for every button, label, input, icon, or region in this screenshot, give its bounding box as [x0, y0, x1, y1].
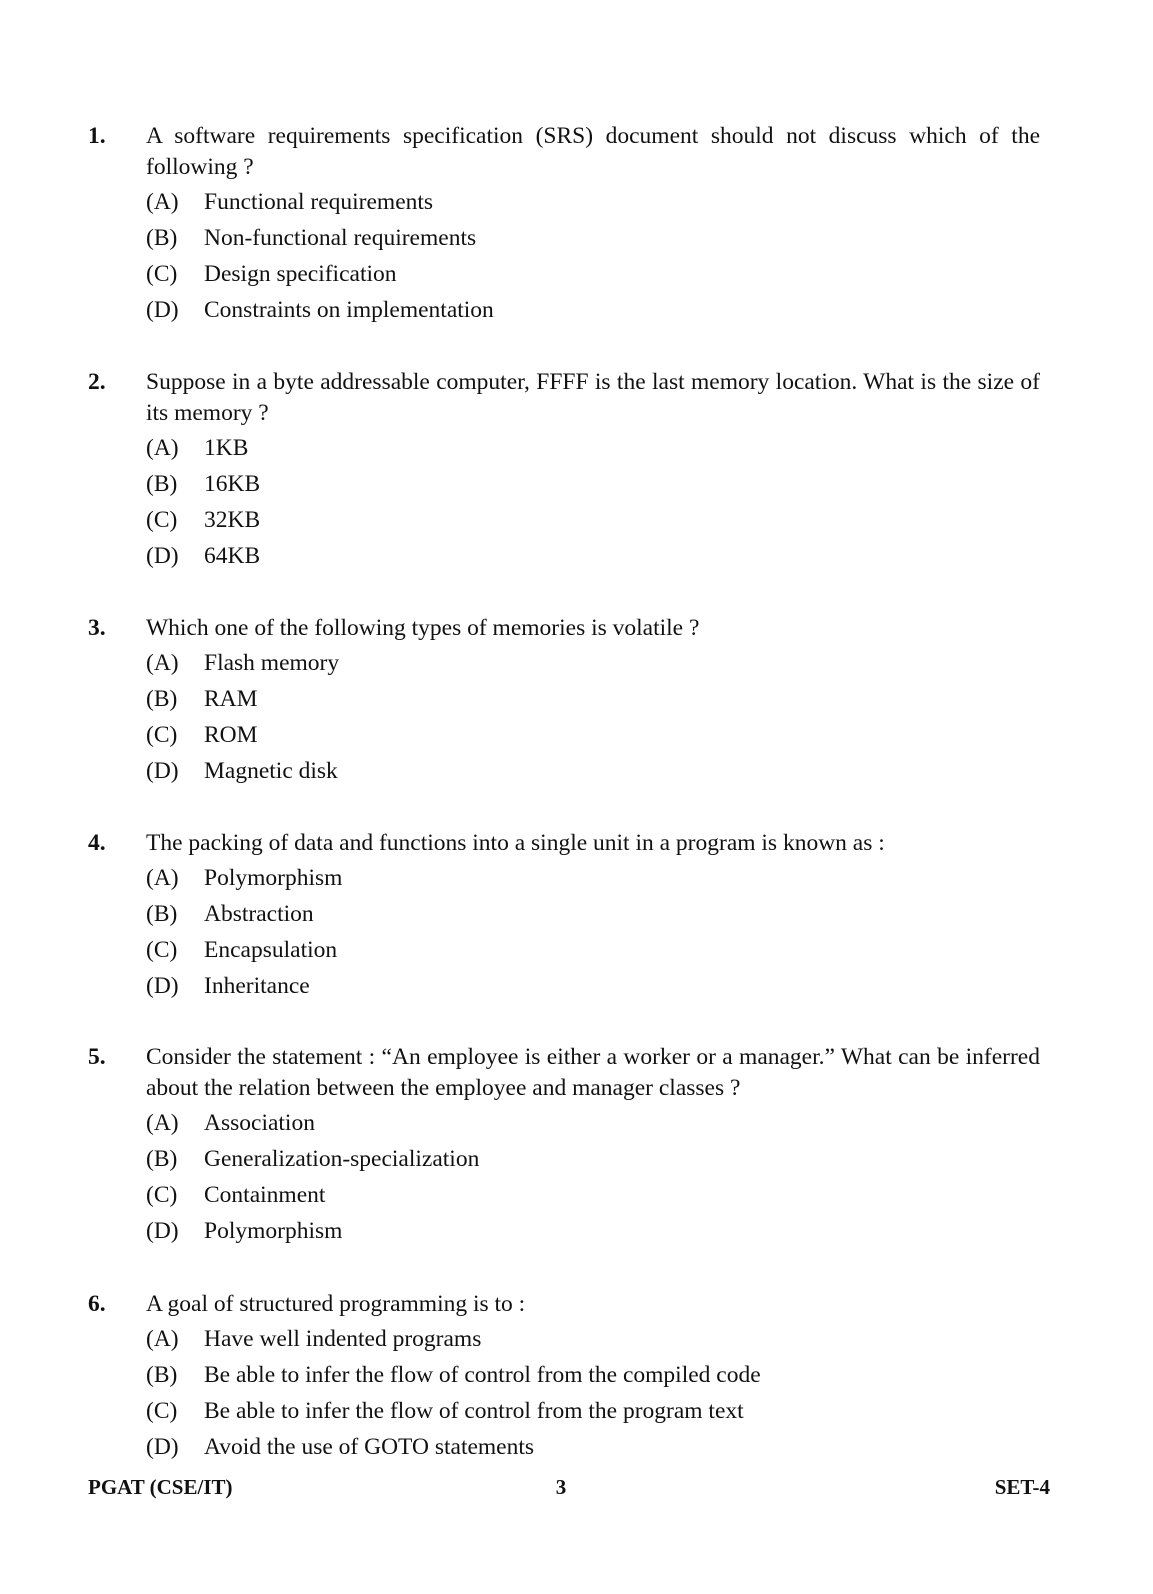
option-a	[146, 1108, 1040, 1144]
option-label: (A)	[146, 189, 179, 215]
option-a	[146, 187, 1040, 223]
option-list	[146, 433, 1040, 577]
option-c	[146, 259, 1040, 295]
page-footer	[88, 1473, 1050, 1503]
page-number: 3	[555, 1475, 567, 1499]
question-text: The packing of data and functions into a single unit in a program is known as :	[146, 830, 885, 856]
option-text: 64KB	[204, 543, 261, 569]
option-b	[146, 1144, 1040, 1180]
question-text: Consider the statement : “An employee is either a worker or a manager.” What can be inferred about the relation between the employee and manager classes ?	[146, 1044, 1040, 1101]
option-label: (D)	[146, 1434, 179, 1460]
option-d	[146, 295, 1040, 331]
option-text: Avoid the use of GOTO statements	[204, 1434, 535, 1460]
option-a	[146, 1324, 1040, 1360]
option-label: (D)	[146, 973, 179, 999]
exam-code: PGAT (CSE/IT)	[88, 1475, 233, 1499]
option-text: Have well indented programs	[204, 1326, 482, 1352]
option-c	[146, 505, 1040, 541]
option-text: Polymorphism	[204, 1218, 343, 1244]
option-text: Constraints on implementation	[204, 297, 494, 323]
option-text: 32KB	[204, 507, 261, 533]
question-1	[88, 121, 1040, 331]
option-label: (D)	[146, 543, 179, 569]
option-label: (B)	[146, 471, 178, 497]
option-list	[146, 863, 1040, 1007]
option-a	[146, 433, 1040, 469]
option-label: (C)	[146, 507, 178, 533]
option-text: Flash memory	[204, 650, 340, 676]
question-text: A goal of structured programming is to :	[146, 1291, 526, 1317]
option-label: (B)	[146, 225, 178, 251]
option-text: Be able to infer the flow of control from the compiled code	[204, 1362, 761, 1388]
option-text: Non-functional requirements	[204, 225, 477, 251]
question-number: 6.	[88, 1291, 106, 1317]
option-text: Functional requirements	[204, 189, 434, 215]
option-label: (A)	[146, 435, 179, 461]
question-text: A software requirements specification (SRS) document should not discuss which of the following ?	[146, 123, 1040, 180]
option-list	[146, 1108, 1040, 1252]
option-c	[146, 1396, 1040, 1432]
option-d	[146, 1216, 1040, 1252]
option-text: RAM	[204, 686, 258, 712]
option-d	[146, 756, 1040, 792]
option-label: (D)	[146, 1218, 179, 1244]
option-list	[146, 1324, 1040, 1468]
option-text: Generalization-specialization	[204, 1146, 480, 1172]
question-3	[88, 613, 1040, 792]
option-list	[146, 648, 1040, 792]
option-b	[146, 1360, 1040, 1396]
option-label: (A)	[146, 865, 179, 891]
option-text: Containment	[204, 1182, 326, 1208]
option-text: Design specification	[204, 261, 397, 287]
option-label: (C)	[146, 722, 178, 748]
question-number: 3.	[88, 615, 106, 641]
question-5	[88, 1042, 1040, 1252]
option-a	[146, 648, 1040, 684]
question-number: 4.	[88, 830, 106, 856]
option-text: Be able to infer the flow of control from the program text	[204, 1398, 744, 1424]
question-text: Suppose in a byte addressable computer, FFFF is the last memory location. What is the size of its memory ?	[146, 369, 1040, 426]
question-6	[88, 1289, 1040, 1468]
option-label: (A)	[146, 1326, 179, 1352]
option-c	[146, 935, 1040, 971]
option-text: Encapsulation	[204, 937, 338, 963]
option-text: Inheritance	[204, 973, 310, 999]
question-number: 5.	[88, 1044, 106, 1070]
option-label: (C)	[146, 261, 178, 287]
option-list	[146, 187, 1040, 331]
option-b	[146, 899, 1040, 935]
option-text: 1KB	[204, 435, 249, 461]
option-label: (B)	[146, 1146, 178, 1172]
question-2	[88, 367, 1040, 577]
option-label: (B)	[146, 1362, 178, 1388]
option-text: ROM	[204, 722, 258, 748]
question-number: 2.	[88, 369, 106, 395]
option-label: (C)	[146, 937, 178, 963]
option-text: 16KB	[204, 471, 261, 497]
question-4	[88, 828, 1040, 1007]
option-b	[146, 684, 1040, 720]
option-c	[146, 720, 1040, 756]
option-c	[146, 1180, 1040, 1216]
option-text: Polymorphism	[204, 865, 343, 891]
option-label: (D)	[146, 297, 179, 323]
option-label: (B)	[146, 901, 178, 927]
option-text: Abstraction	[204, 901, 314, 927]
option-label: (B)	[146, 686, 178, 712]
option-b	[146, 469, 1040, 505]
option-label: (A)	[146, 1110, 179, 1136]
option-label: (C)	[146, 1182, 178, 1208]
option-d	[146, 971, 1040, 1007]
option-label: (A)	[146, 650, 179, 676]
question-number: 1.	[88, 123, 106, 149]
question-text: Which one of the following types of memories is volatile ?	[146, 615, 700, 641]
option-d	[146, 541, 1040, 577]
option-b	[146, 223, 1040, 259]
option-text: Magnetic disk	[204, 758, 338, 784]
option-text: Association	[204, 1110, 315, 1136]
option-a	[146, 863, 1040, 899]
option-label: (C)	[146, 1398, 178, 1424]
option-label: (D)	[146, 758, 179, 784]
set-number: SET-4	[994, 1475, 1050, 1499]
option-d	[146, 1432, 1040, 1468]
